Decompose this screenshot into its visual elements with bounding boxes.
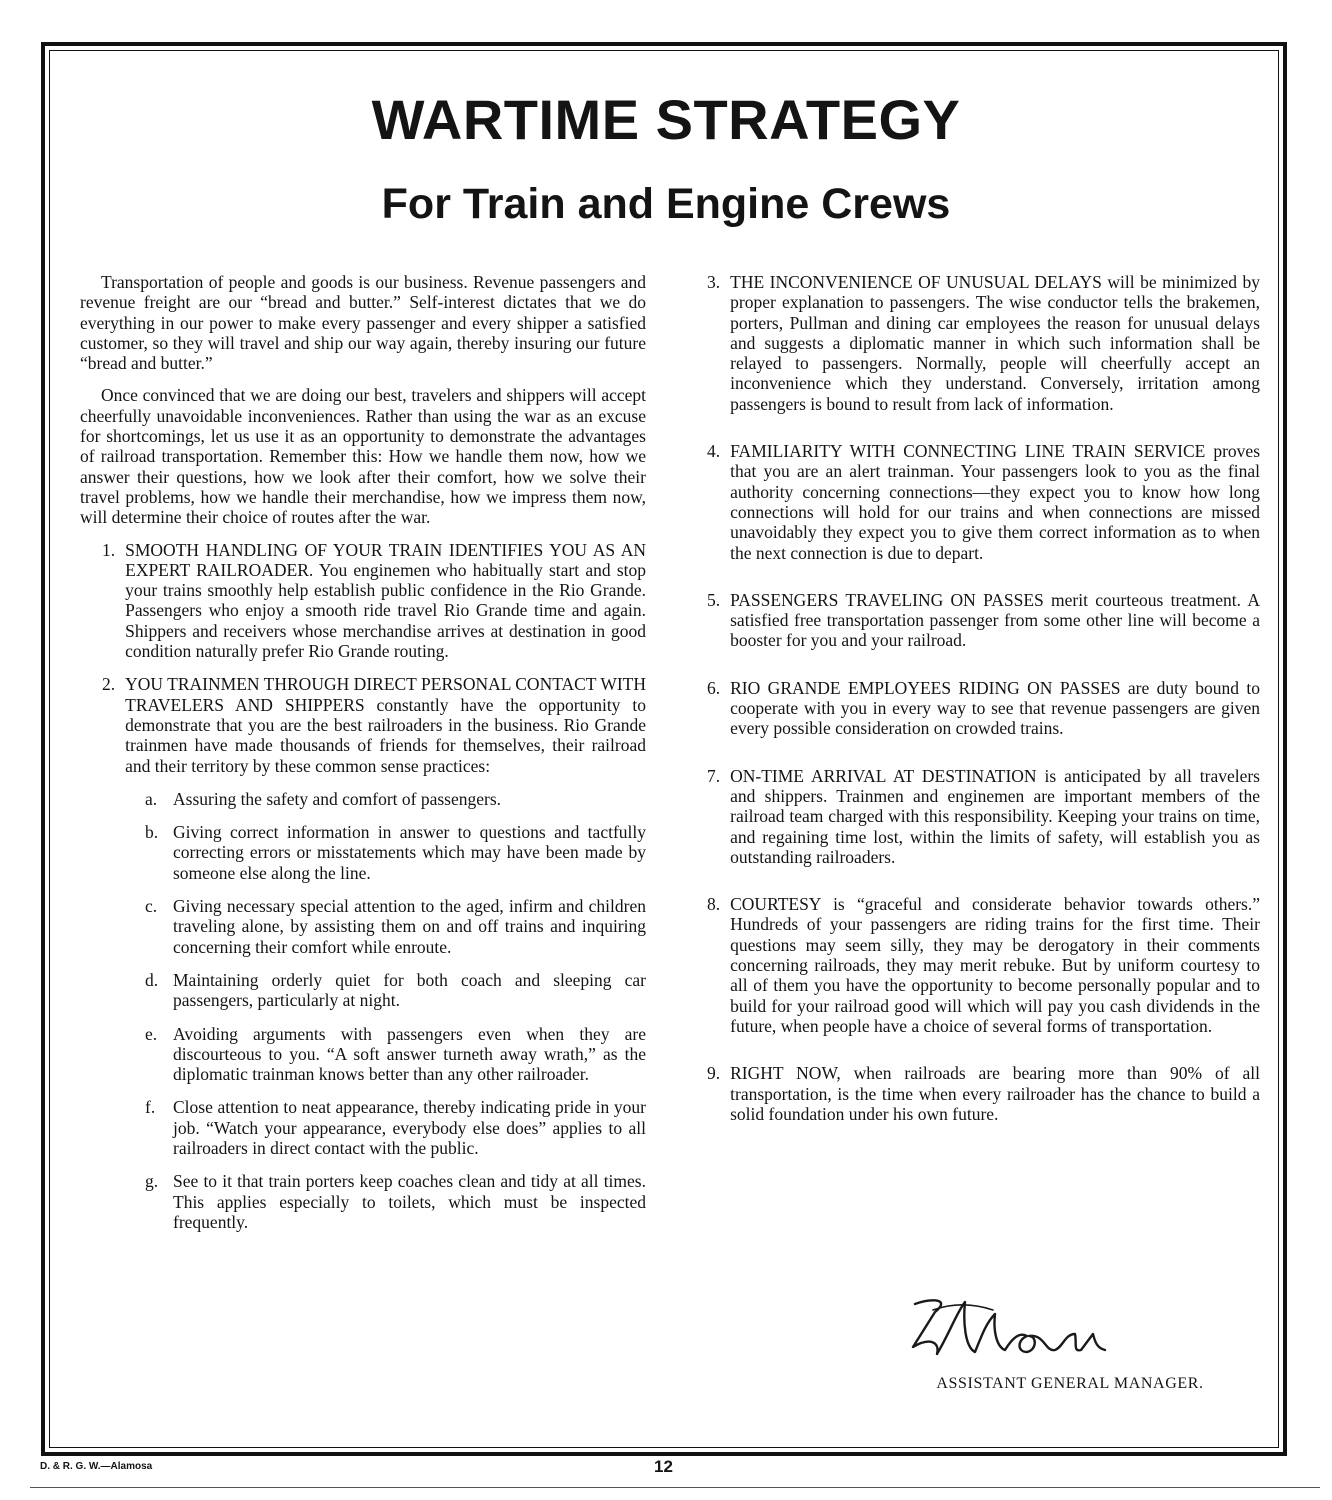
sub-item-letter: f. bbox=[145, 1097, 156, 1118]
list-item bbox=[707, 894, 1260, 1036]
list-item bbox=[707, 1063, 1260, 1124]
item-text: RIO GRANDE EMPLOYEES RIDING ON PASSES are duty bound to cooperate with you in every way to see that revenue passengers are given every possible consideration on crowded trains. bbox=[730, 677, 1260, 739]
sub-item bbox=[145, 1024, 646, 1085]
sub-item bbox=[145, 1171, 646, 1232]
sub-item-text: Giving necessary special attention to the aged, infirm and children traveling alone, by assisting them on and off trains and inquiring concerning their comfort while enroute. bbox=[173, 896, 646, 957]
item-text: ON-TIME ARRIVAL AT DESTINATION is anticipated by all travelers and shippers. Trainmen and enginemen are important members of the railroad team charged with this responsibility. Keeping your trains on time, and regaining time lost, within the limits of safety, will establish you as outstanding railroaders. bbox=[730, 765, 1260, 867]
list-item bbox=[707, 441, 1260, 563]
item-text: PASSENGERS TRAVELING ON PASSES merit courteous treatment. A satisfied free transportation passenger from some other line will become a booster for you and your railroad. bbox=[730, 589, 1260, 651]
right-column bbox=[707, 272, 1260, 1151]
sub-item bbox=[145, 896, 646, 957]
sub-item bbox=[145, 789, 646, 809]
sub-item-text: Avoiding arguments with passengers even when they are discourteous to you. “A soft answer turneth away wrath,” as the diplomatic trainman knows better than any other railroader. bbox=[173, 1023, 646, 1085]
item-number: 2. bbox=[102, 674, 116, 695]
sub-item-text: See to it that train porters keep coaches clean and tidy at all times. This applies especially to toilets, which must be inspected frequently. bbox=[173, 1171, 646, 1232]
item-text: THE INCONVENIENCE OF UNUSUAL DELAYS will be minimized by proper explanation to passengers. The wise conductor tells the brakemen, porters, Pullman and dining car employees the reason for unusual delays and suggests a diplomatic manner in which such information shall be relayed to passengers. Normally, people will cheerfully accept an inconvenience which they understand. Conversely, irritation among passengers is bound to result from lack of information. bbox=[730, 272, 1260, 414]
sub-item bbox=[145, 1097, 646, 1158]
sub-item-text: Maintaining orderly quiet for both coach and sleeping car passengers, particularly at night. bbox=[173, 969, 646, 1011]
list-item bbox=[707, 590, 1260, 651]
item-number: 5. bbox=[707, 589, 721, 610]
item-number: 1. bbox=[102, 539, 116, 560]
sub-item bbox=[145, 822, 646, 883]
sub-item-letter: a. bbox=[145, 788, 158, 809]
intro-paragraph: Transportation of people and goods is our business. Revenue passengers and revenue freight are our “bread and butter.” Self-interest dictates that we do everything in our power to make every passenger and every shipper a satisfied customer, so they will travel and ship our way again, thereby insuring our future “bread and butter.” bbox=[80, 272, 646, 374]
sub-item-text: Assuring the safety and comfort of passengers. bbox=[173, 788, 502, 809]
item-number: 8. bbox=[707, 894, 721, 915]
list-item bbox=[102, 540, 646, 662]
item-text: COURTESY is “graceful and considerate behavior towards others.” Hundreds of your passengers are riding trains for the first time. Their questions may seem silly, they may be derogatory in their comments concerning railroads, they may merit rebuke. But by uniform courtesy to all of them you have the opportunity to become personally popular and to build for your railroad good will which will pay you cash dividends in the future, when people have a choice of several forms of transportation. bbox=[730, 894, 1260, 1036]
signature-image bbox=[905, 1292, 1135, 1367]
page-number: 12 bbox=[654, 1457, 673, 1476]
list-item bbox=[707, 766, 1260, 867]
item-text: SMOOTH HANDLING OF YOUR TRAIN IDENTIFIES YOU AS AN EXPERT RAILROADER. You enginemen who habitually start and stop your trains smoothly help establish public confidence in the Rio Grande. Passengers who enjoy a smooth ride travel Rio Grande time and again. Shippers and receivers whose merchandise arrives at destination in good condition naturally prefer Rio Grande routing. bbox=[125, 539, 646, 662]
sub-item-letter: b. bbox=[145, 822, 159, 843]
item-number: 9. bbox=[707, 1063, 721, 1084]
page-subtitle: For Train and Engine Crews bbox=[381, 180, 951, 228]
item-number: 6. bbox=[707, 677, 721, 698]
item-text: FAMILIARITY WITH CONNECTING LINE TRAIN SERVICE proves that you are an alert trainman. Your passengers look to you as the final authority concerning connections—they expect you to know how long connections will hold for our trains and when connections are missed unavoidably they expect you to give them correct information as to when the next connection is due to depart. bbox=[730, 441, 1260, 563]
printer-credit: D. & R. G. W.—Alamosa bbox=[40, 1461, 153, 1472]
page-title: WARTIME STRATEGY bbox=[371, 88, 961, 151]
list-item bbox=[707, 272, 1260, 414]
item-text: YOU TRAINMEN THROUGH DIRECT PERSONAL CONTACT WITH TRAVELERS AND SHIPPERS constantly have the opportunity to demonstrate that you are the best railroaders in the business. Rio Grande trainmen have made thousands of friends for themselves, their railroad and their territory by these common sense practices: bbox=[125, 674, 646, 776]
bottom-rule bbox=[30, 1487, 1320, 1488]
item-number: 7. bbox=[707, 765, 721, 786]
signature-caption: ASSISTANT GENERAL MANAGER. bbox=[936, 1375, 1204, 1392]
sub-item-letter: d. bbox=[145, 969, 159, 990]
sub-item-letter: g. bbox=[145, 1171, 159, 1192]
sub-item-letter: e. bbox=[145, 1023, 158, 1044]
item-number: 4. bbox=[707, 441, 721, 462]
sub-item-text: Close attention to neat appearance, thereby indicating pride in your job. “Watch your appearance, everybody else does” applies to all railroaders in direct contact with the public. bbox=[173, 1097, 646, 1158]
list-item bbox=[707, 678, 1260, 739]
intro-paragraph: Once convinced that we are doing our best, travelers and shippers will accept cheerfully unavoidable inconveniences. Rather than using the war as an excuse for shortcomings, let us use it as an opportunity to demonstrate the advantages of railroad transportation. Remember this: How we handle them now, how we answer their questions, how we look after their comfort, how we solve their travel problems, how we handle their merchandise, how we impress them now, will determine their choice of routes after the war. bbox=[80, 385, 646, 528]
item-number: 3. bbox=[707, 272, 721, 292]
sub-item bbox=[145, 970, 646, 1011]
list-item bbox=[102, 674, 646, 775]
sub-item-text: Giving correct information in answer to questions and tactfully correcting errors or misstatements which may have been made by someone else along the line. bbox=[173, 822, 646, 883]
item-text: RIGHT NOW, when railroads are bearing more than 90% of all transportation, is the time when every railroader has the chance to build a solid foundation under his own future. bbox=[730, 1063, 1260, 1124]
sub-item-letter: c. bbox=[145, 896, 158, 917]
left-column bbox=[80, 272, 646, 1245]
